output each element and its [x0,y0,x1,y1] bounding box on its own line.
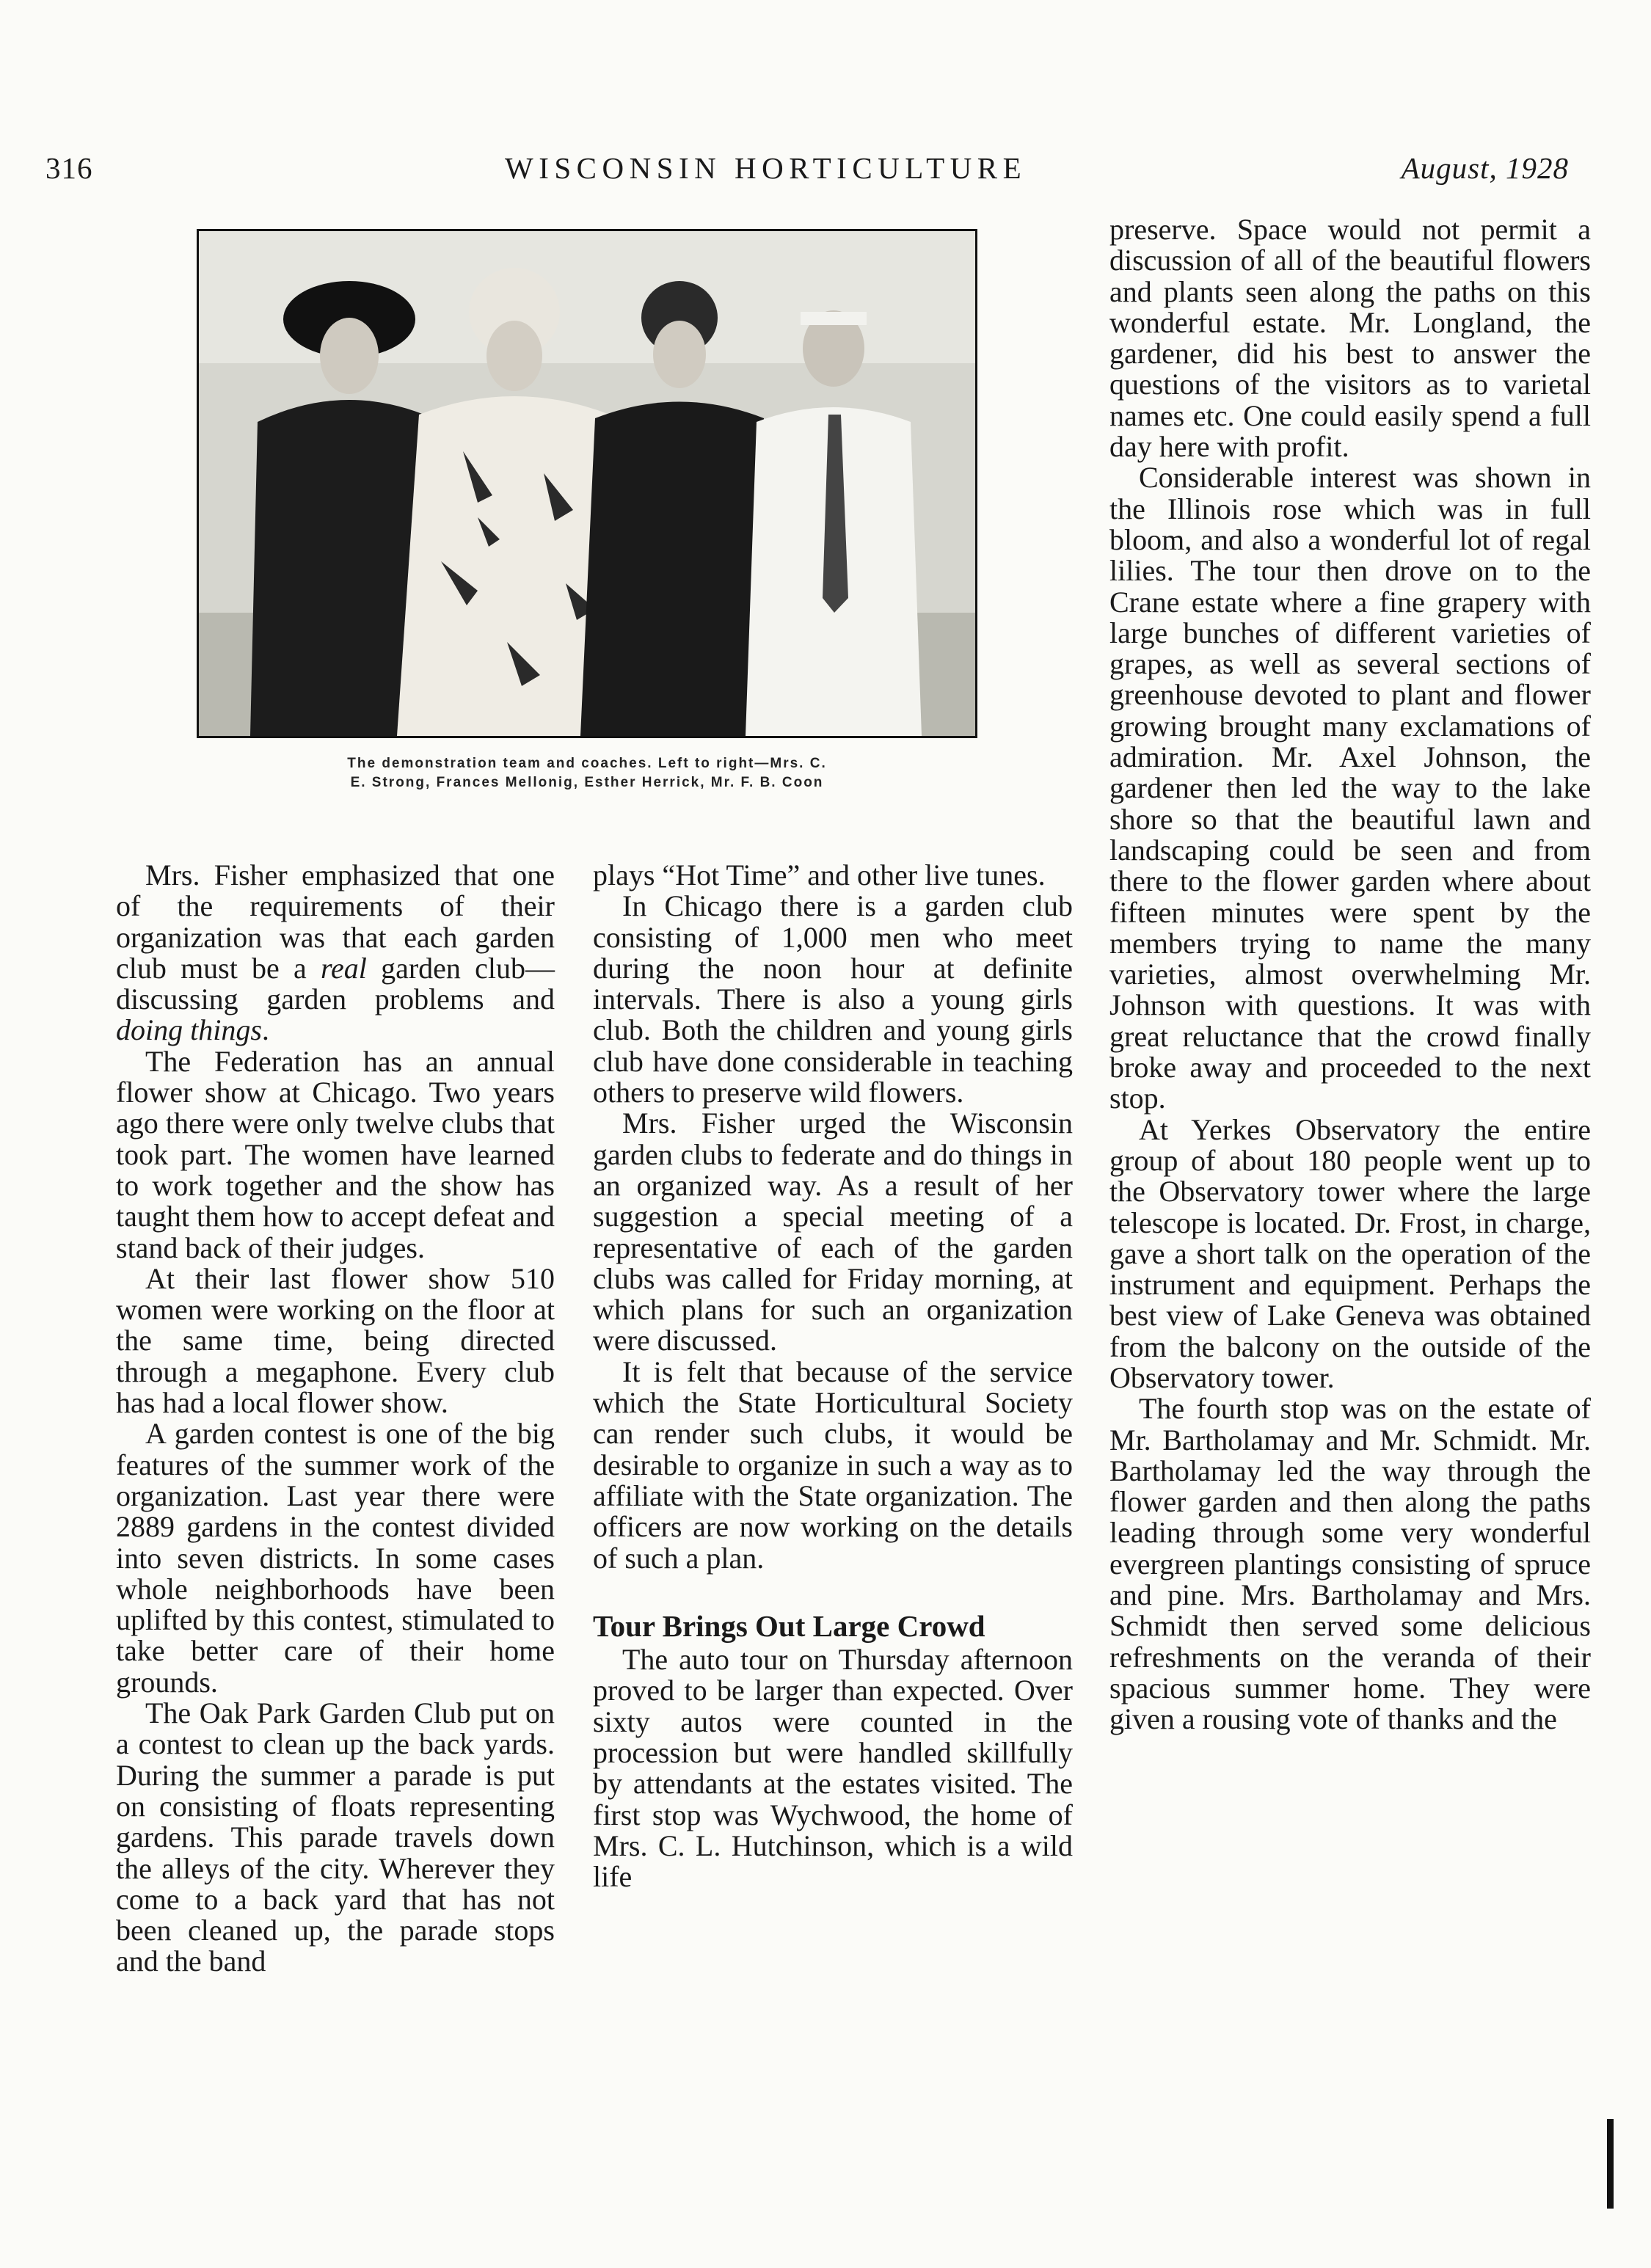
left-paragraph-1 [116,860,555,1046]
page-number: 316 [45,151,93,185]
middle-paragraph-3: Mrs. Fisher urged the Wisconsin garden clubs to federate and do things in an organized way. As a result of her suggestion a special meeting of a representative of each of the garden clubs was called for Friday morning, at which plans for such an organization were discussed. [593,1106,1073,1357]
page-header [0,150,1651,194]
photo-caption [197,754,977,792]
middle-column [593,860,1073,1893]
middle-paragraph-4: It is felt that because of the service which the State Horticultural Society can render such clubs, it would be desirable to organize in such a way as to affiliate with the State organization. The officers are now working on the details of such a plan. [593,1354,1073,1575]
left-paragraph-1-emphasis-real: real [320,951,367,985]
margin-rule [1607,2119,1614,2209]
right-column [1109,214,1591,1735]
caption-line-2: E. Strong, Frances Mellonig, Esther Herrick, Mr. F. B. Coon [350,775,824,790]
left-paragraph-1-text-b: garden club—discussing garden problems and [116,951,555,1016]
left-paragraph-1-text-a: Mrs. Fisher emphasized that one of the requirements of their organization was that each garden club must be a [116,858,555,985]
middle-paragraph-2: In Chicago there is a garden club consisting of 1,000 men who meet during the noon hour at definite intervals. There is also a young girls club. Both the children and young girls club have done considerable in teaching others to preserve wild flowers. [593,889,1073,1109]
middle-paragraph-1: plays “Hot Time” and other live tunes. [593,858,1046,891]
group-photo-illustration [199,231,975,736]
right-paragraph-2: Considerable interest was shown in the Illinois rose which was in full bloom, and also a wonderful lot of regal lilies. The tour then drove on to the Crane estate where a fine grapery with large bunches of different varieties of grapes, as well as several sections of greenhouse devoted to plant and flower growing brought many exclamations of admiration. Mr. Axel Johnson, the gardener then led the way to the lake shore so that the beautiful lawn and landscaping could be seen and from there to the flower garden where about fifteen minutes were spent by the members trying to name the many varieties, almost overwhelming Mr. Johnson with questions. It was with great reluctance that the crowd finally broke away and proceeded to the next stop. [1109,461,1591,1115]
left-paragraph-5: The Oak Park Garden Club put on a contest to clean up the back yards. During the summer a parade is put on consisting of floats representing gardens. This parade travels down the alleys of the city. Wherever they come to a back yard that has not been cleaned up, the parade stops and the band [116,1696,555,1978]
middle-paragraph-5: The auto tour on Thursday afternoon proved to be larger than expected. Over sixty autos were counted in the procession but were handled skillfully by attendants at the estates visited. The first stop was Wychwood, the home of Mrs. C. L. Hutchinson, which is a wild life [593,1643,1073,1894]
right-paragraph-4: The fourth stop was on the estate of Mr. Bartholamay and Mr. Schmidt. Mr. Bartholamay led the way through the flower garden and then along the paths leading through some very wonderful evergreen plantings consisting of spruce and pine. Mrs. Bartholamay and Mrs. Schmidt then served some delicious refreshments on the veranda of their spacious summer home. They were given a rousing vote of thanks and the [1109,1392,1591,1736]
left-paragraph-1-emphasis-doing-things: doing things [116,1013,262,1047]
left-paragraph-2: The Federation has an annual flower show at Chicago. Two years ago there were only twelve clubs that took part. The women have learned to work together and the show has taught them how to accept defeat and stand back of their judges. [116,1044,555,1264]
group-photo [197,229,977,738]
journal-title: WISCONSIN HORTICULTURE [505,151,1027,185]
left-paragraph-3: At their last flower show 510 women were working on the floor at the same time, being directed through a megaphone. Every club has had a local flower show. [116,1261,555,1420]
left-paragraph-1-text-c: . [261,1013,269,1047]
right-paragraph-1: preserve. Space would not permit a discussion of all of the beautiful flowers and plants seen along the paths on this wonderful estate. Mr. Longland, the gardener, did his best to answer the questions of the visitors as to varietal names etc. One could easily spend a full day here with profit. [1109,213,1591,464]
section-heading: Tour Brings Out Large Crowd [593,1608,985,1643]
left-paragraph-4: A garden contest is one of the big features of the summer work of the organization. Last year there were 2889 gardens in the contest divided into seven districts. In some cases whole neighborhoods have been uplifted by this contest, stimulated to take better care of their home grounds. [116,1417,555,1699]
issue-date: August, 1928 [1401,151,1569,185]
left-column [116,860,555,1977]
right-paragraph-3: At Yerkes Observatory the entire group of about 180 people went up to the Observatory tower where the large telescope is located. Dr. Frost, in charge, gave a short talk on the operation of the instrument and equipment. Perhaps the best view of Lake Geneva was obtained from the balcony on the outside of the Observatory tower. [1109,1112,1591,1394]
caption-line-1: The demonstration team and coaches. Left to right—Mrs. C. [347,756,827,771]
